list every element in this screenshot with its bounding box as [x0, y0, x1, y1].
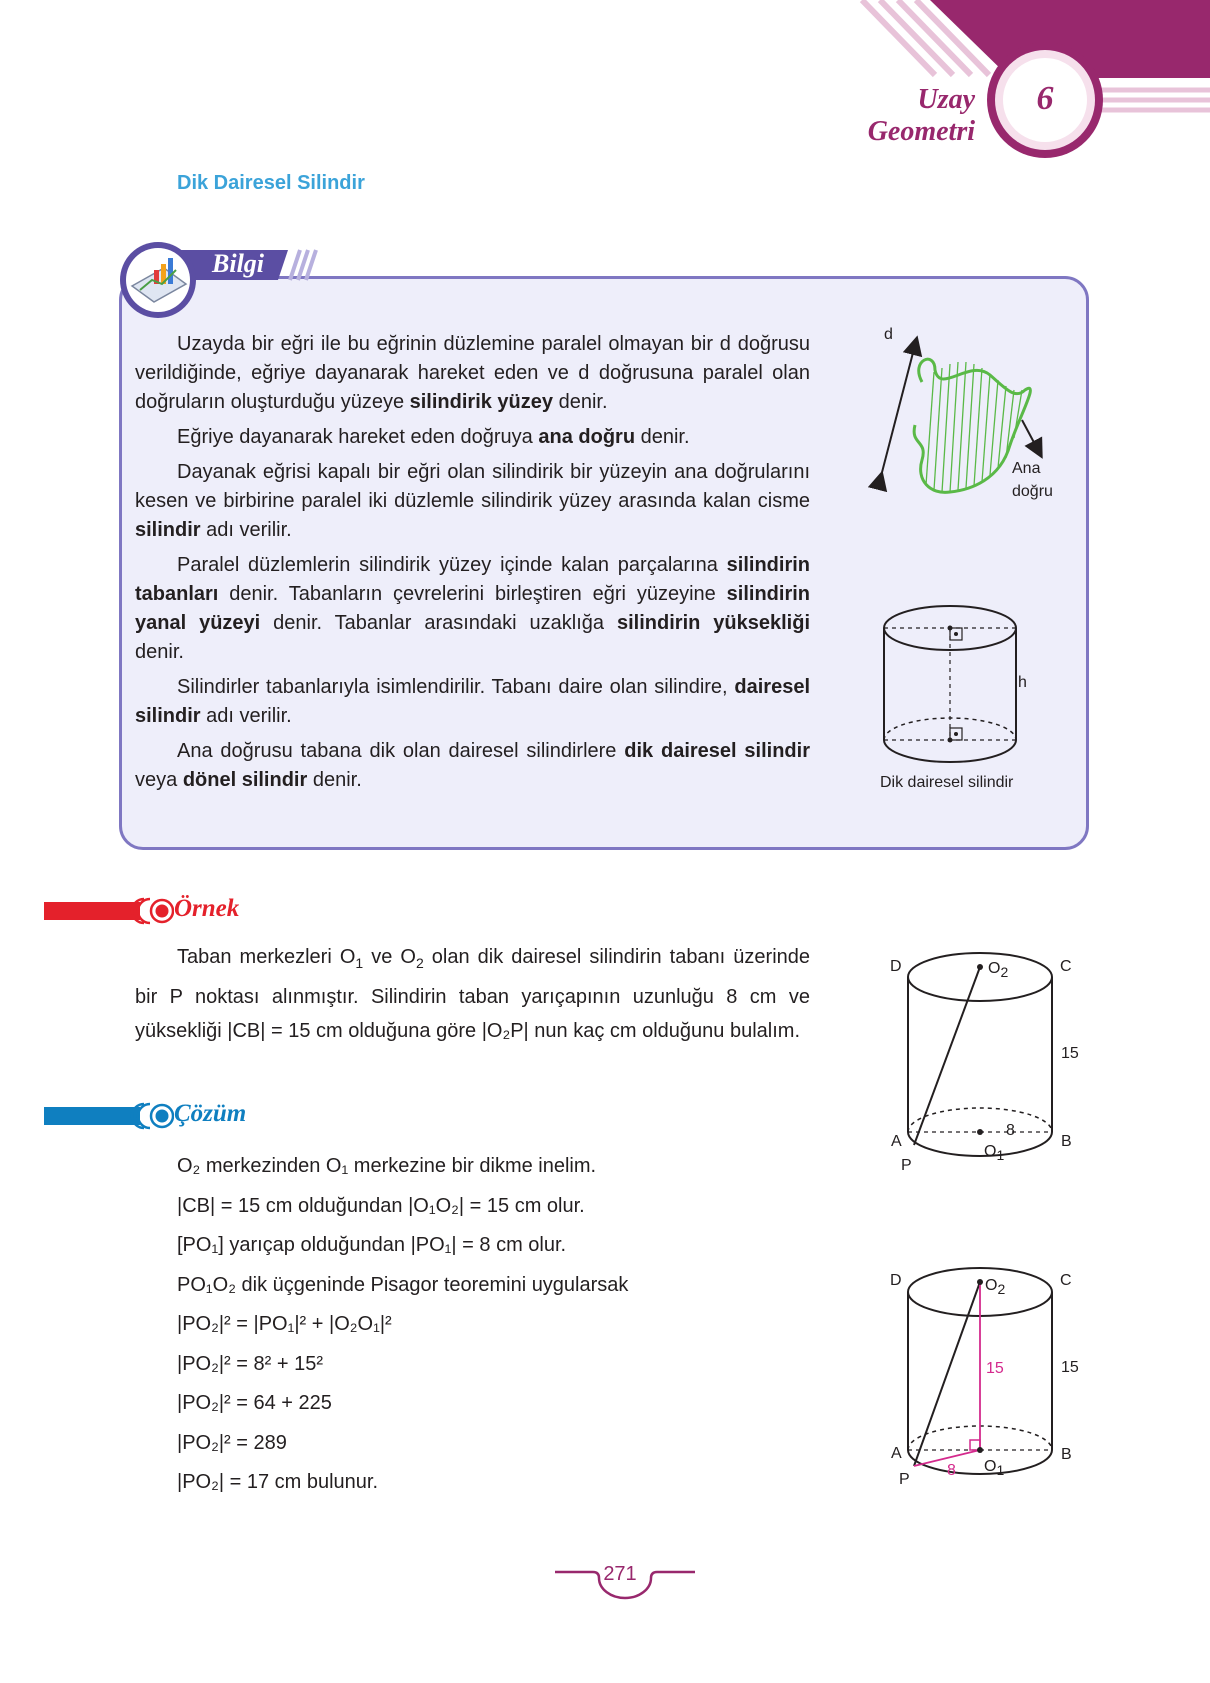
- text-run: denir. Tabanların çevrelerini birleştiren eğri yüzeyine: [218, 583, 727, 605]
- info-paragraph: [135, 330, 810, 417]
- solution-line: |PO₂|² = 8² + 15²: [177, 1352, 323, 1375]
- section-title: Dik Dairesel Silindir: [177, 172, 365, 194]
- right-circular-cylinder-figure: [870, 600, 1030, 770]
- sol-label-C: C: [1060, 1272, 1072, 1289]
- bold-term: dönel silindir: [182, 769, 308, 791]
- info-paragraph: [135, 737, 810, 795]
- text-run: olan dik dairesel silindirin tabanı üzerinde bir P noktası alınmıştır. Silindirin taban yarıçapının uzunluğu 8 cm ve yüksekliği |CB| = 15 cm olduğuna göre |O₂P| nun kaç cm olduğunu bulalım.: [135, 946, 811, 1042]
- text-run: Taban merkezleri O: [177, 946, 356, 968]
- ornek-marker: [44, 896, 174, 926]
- ex-label-8: 8: [1006, 1122, 1015, 1139]
- text-run: denir.: [635, 426, 690, 448]
- solution-line: |PO₂|² = |PO₁|² + |O₂O₁|²: [177, 1313, 392, 1335]
- text-run: adı verilir.: [200, 519, 292, 541]
- chapter-title: Uzay Geometri: [867, 84, 975, 147]
- bold-term: silindirin yanal yüzeyi: [135, 583, 810, 634]
- cozum-marker: [44, 1101, 174, 1131]
- solution-line: |PO₂|² = 64 + 225: [177, 1392, 332, 1414]
- example-paragraph: [135, 940, 810, 1048]
- sol-label-O2: $O_2$: [985, 1277, 1006, 1298]
- solution-line: PO₁O₂ dik üçgeninde Pisagor teoremini uygularsak: [177, 1273, 629, 1296]
- ex-label-A: A: [891, 1133, 902, 1150]
- sol-label-O1: $O_1$: [984, 1458, 1005, 1479]
- text-run: Ana doğrusu tabana dik olan dairesel silindirlere: [177, 740, 625, 762]
- text-run: 1: [355, 955, 364, 971]
- solution-line: |CB| = 15 cm olduğundan |O₁O₂| = 15 cm olur.: [177, 1194, 585, 1217]
- solution-steps: [177, 1147, 628, 1503]
- bold-term: silindir: [135, 519, 201, 541]
- ex-label-B: B: [1061, 1133, 1072, 1150]
- cozum-label: Çözüm: [174, 1100, 247, 1127]
- text-run: denir. Tabanlar arasındaki uzaklığa: [260, 612, 617, 634]
- sol-label-D: D: [890, 1272, 902, 1289]
- text-run: denir.: [553, 391, 608, 413]
- ex-label-O2: $O_2$: [988, 960, 1009, 981]
- label-dogru: doğru: [1012, 483, 1053, 500]
- text-run: Paralel düzlemlerin silindirik yüzey içinde kalan parçalarına: [177, 554, 727, 576]
- label-h: h: [1018, 674, 1027, 691]
- sol-label-A: A: [891, 1445, 902, 1462]
- page-number: 271: [603, 1563, 637, 1585]
- ex-label-D: D: [890, 958, 902, 975]
- info-text: [135, 330, 810, 801]
- solution-line: |PO₂|² = 289: [177, 1431, 287, 1454]
- bold-term: dik dairesel silindir: [624, 740, 810, 762]
- text-run: Eğriye dayanarak hareket eden doğruya: [177, 426, 539, 448]
- text-run: 2: [415, 955, 424, 971]
- text-run: Uzayda bir eğri ile bu eğrinin düzlemine paralel olmayan bir d doğrusu verildiğinde, eğriye dayanarak hareket eden ve d doğrusuna paralel olan doğruların oluşturduğu yüzeye: [135, 333, 810, 413]
- info-paragraph: [135, 673, 810, 731]
- info-paragraph: [135, 551, 810, 667]
- text-run: adı verilir.: [200, 705, 292, 727]
- solution-line: [PO₁] yarıçap olduğundan |PO₁| = 8 cm olur.: [177, 1234, 567, 1256]
- bold-term: silindirik yüzey: [409, 391, 554, 413]
- text-run: Silindirler tabanlarıyla isimlendirilir. Tabanı daire olan silindire,: [177, 676, 735, 698]
- text-run: veya: [135, 769, 183, 791]
- label-d: d: [884, 326, 893, 343]
- figure-caption: Dik dairesel silindir: [880, 774, 1014, 791]
- ex-label-P: P: [901, 1157, 912, 1174]
- text-run: denir.: [307, 769, 362, 791]
- chapter-number: 6: [1036, 80, 1054, 117]
- ornek-label: Örnek: [174, 895, 240, 922]
- ex-label-15: 15: [1061, 1045, 1079, 1062]
- line-d: [880, 345, 915, 480]
- bold-term: dairesel silindir: [135, 676, 810, 727]
- text-run: Dayanak eğrisi kapalı bir eğri olan silindirik bir yüzeyin ana doğrularını kesen ve birbirine paralel iki düzlemle silindirik yüzey arasında kalan cisme: [135, 461, 810, 512]
- solution-line: O₂ merkezinden O₁ merkezine bir dikme inelim.: [177, 1155, 597, 1177]
- bilgi-label: Bilgi: [212, 249, 265, 278]
- bold-term: silindirin yüksekliği: [617, 612, 810, 634]
- label-ana: Ana: [1012, 460, 1041, 477]
- ex-label-C: C: [1060, 958, 1072, 975]
- info-paragraph: [135, 423, 810, 452]
- bold-term: silindirin tabanları: [135, 554, 810, 605]
- sol-label-B: B: [1061, 1446, 1072, 1463]
- example-text: [135, 940, 810, 1048]
- text-run: denir.: [135, 641, 184, 663]
- info-paragraph: [135, 458, 810, 545]
- bold-term: ana doğru: [538, 426, 636, 448]
- text-run: ve O: [363, 946, 416, 968]
- sol-label-15-pink: 15: [986, 1360, 1004, 1377]
- sol-label-8: 8: [947, 1462, 956, 1479]
- sol-label-15: 15: [1061, 1359, 1079, 1376]
- solution-line: |PO₂| = 17 cm bulunur.: [177, 1471, 379, 1493]
- ex-label-O1: $O_1$: [984, 1143, 1005, 1164]
- sol-label-P: P: [899, 1471, 910, 1488]
